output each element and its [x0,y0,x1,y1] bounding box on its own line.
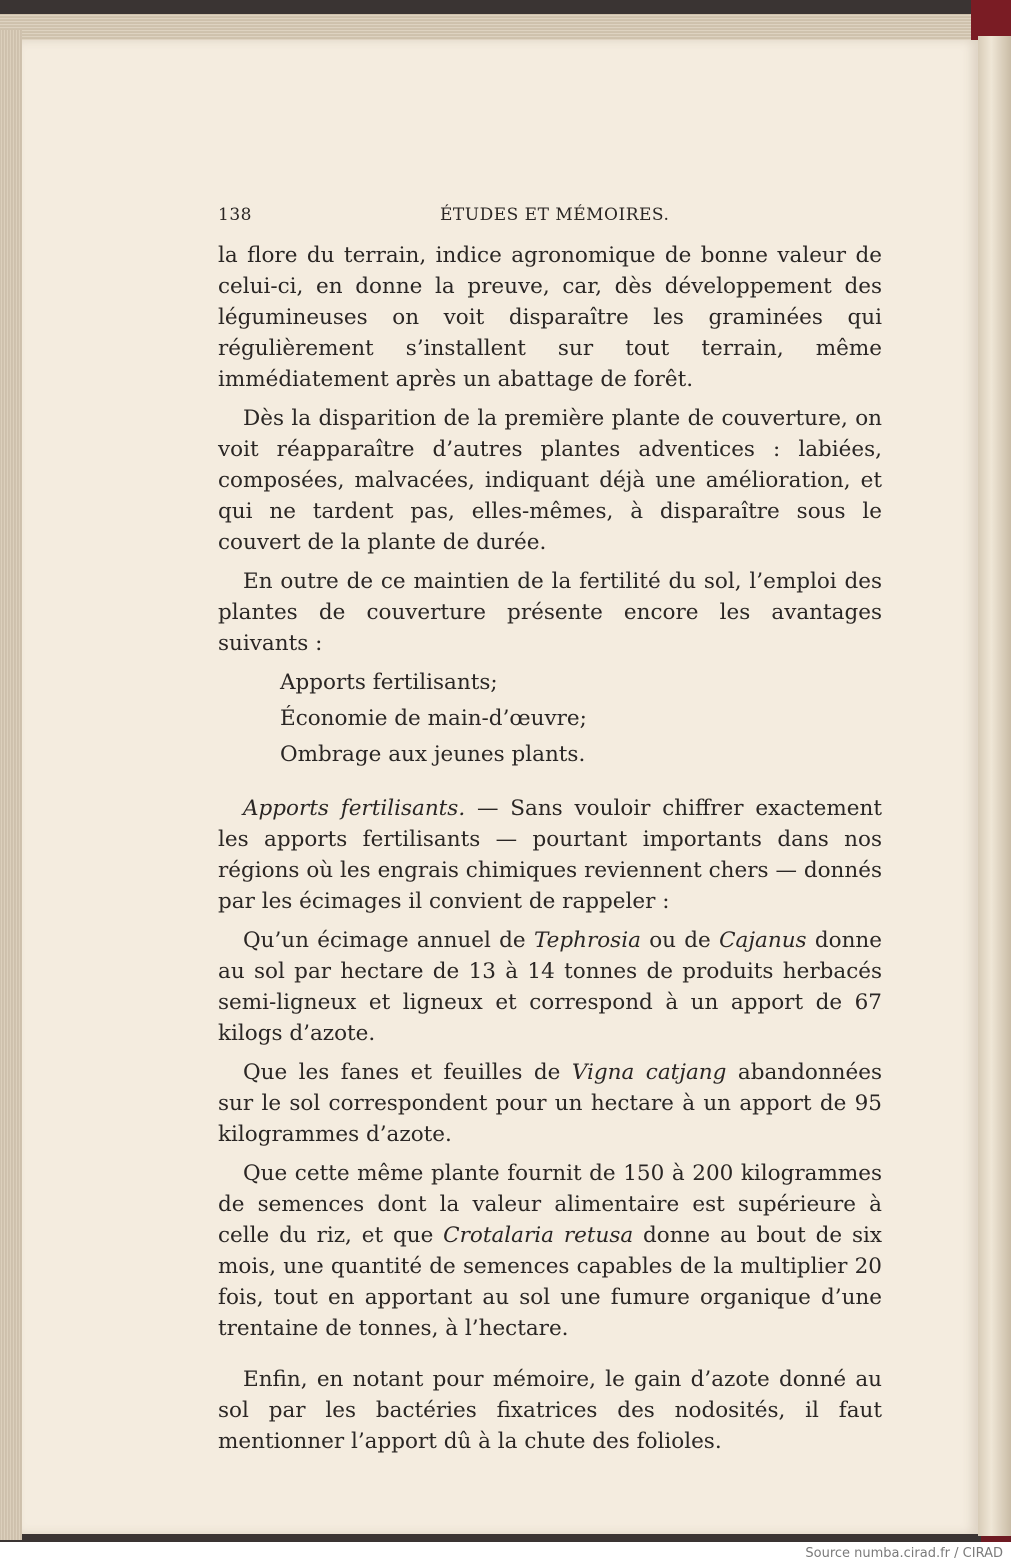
running-head [218,200,882,240]
book-left-edge [0,30,22,1540]
source-credit: Source numba.cirad.fr / CIRAD [0,1542,1011,1566]
page-text-block [218,200,882,1457]
paragraph-avantages: En outre de ce maintien de la fertilité du sol, l’emploi des plantes de couverture présente encore les avantages suivants : [218,569,882,656]
running-head-title: ÉTUDES ET MÉMOIRES. [440,205,670,225]
book-gutter [978,36,1011,1536]
paragraph-tephrosia: Qu’un écimage annuel de Tephrosia ou de Cajanus donne au sol par hectare de 13 à 14 tonnes de produits herbacés semi-ligneux et ligneux et correspond à un apport de 67 kilogs d’azote. [218,928,882,1046]
page-number: 138 [218,205,252,225]
list-item: Apports fertilisants; [280,670,498,695]
advantages-list [280,665,882,773]
paragraph-vigna: Que les fanes et feuilles de Vigna catjang abandonnées sur le sol correspondent pour un hectare à un apport de 95 kilogrammes d’azote. [218,1060,882,1147]
list-item: Ombrage aux jeunes plants. [280,742,586,767]
paragraph-continuation: la flore du terrain, indice agronomique de bonne valeur de celui-ci, en donne la preuve, car, dès développement des légumineuses on voit disparaître les graminées qui régulièrement s’installent sur tout terrain, même immédiatement après un abattage de forêt. [218,243,882,392]
paragraph-apports: Apports fertilisants. — Sans vouloir chiffrer exactement les apports fertilisants — pourtant importants dans nos régions où les engrais chimiques reviennent chers — donnés par les écimages il convient de rappeler : [218,796,883,914]
section-heading-italic: Apports fertilisants. [243,796,466,821]
paragraph-enfin: Enfin, en notant pour mémoire, le gain d’azote donné au sol par les bactéries fixatrices des nodosités, il faut mentionner l’apport dû à la chute des folioles. [218,1367,882,1454]
paragraph-crotalaria: Que cette même plante fournit de 150 à 200 kilogrammes de semences dont la valeur alimentaire est supérieure à celle du riz, et que Crotalaria retusa donne au bout de six mois, une quantité de semences capables de la multiplier 20 fois, tout en apportant au sol une fumure organique d’une trentaine de tonnes, à l’hectare. [218,1161,882,1341]
paragraph-adventices: Dès la disparition de la première plante de couverture, on voit réapparaître d’autres plantes adventices : labiées, composées, malvacées, indiquant déjà une amélioration, et qui ne tardent pas, elles-mêmes, à disparaître sous le couvert de la plante de durée. [218,406,882,555]
list-item: Économie de main-d’œuvre; [280,706,587,731]
